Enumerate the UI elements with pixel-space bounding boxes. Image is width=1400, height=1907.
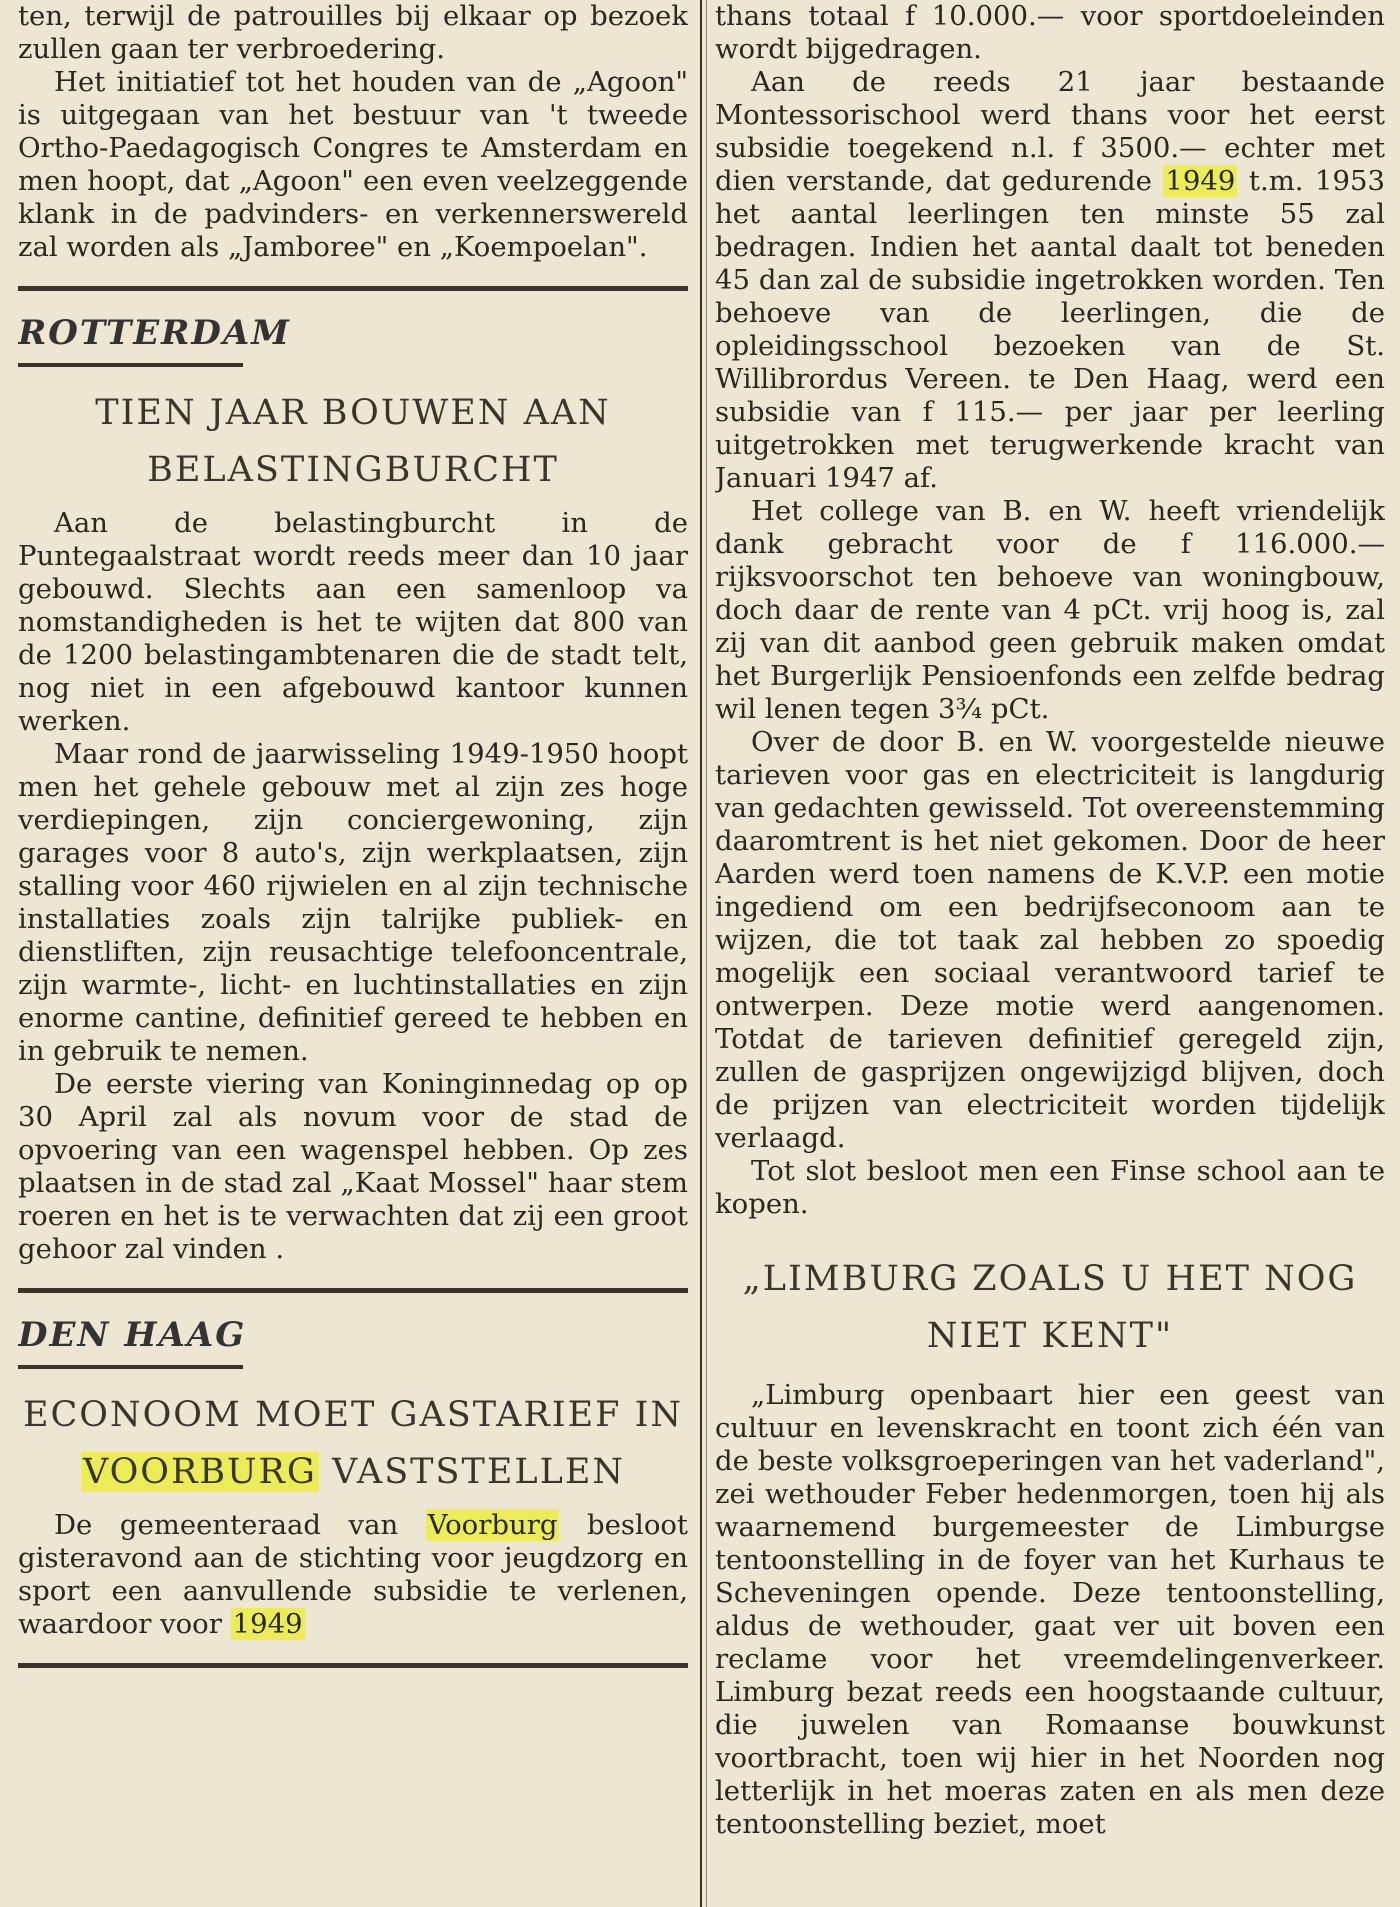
article1-paragraph-1: Aan de belastingburcht in de Puntegaalstraat wordt reeds meer dan 10 jaar gebouwd. Slechts aan een samenloop va nomstandigheden is het te wijten dat 800 van de 1200 belastingambtenaren die de stadt telt, nog niet in een afgebouwd kantoor kunnen werken.	[18, 507, 688, 737]
headline-gastarief	[18, 1387, 688, 1501]
section-rule	[18, 286, 688, 291]
intro-paragraph-2: Het initiatief tot het houden van de „Agoon" is uitgegaan van het bestuur van 't tweede Ortho-Paedagogisch Congres te Amsterdam en men hoopt, dat „Agoon" een even veelzeggende klank in de padvinders- en verkennerswereld zal worden als „Jamboree" en „Koempoelan".	[18, 66, 688, 263]
right-paragraph-1: thans totaal f 10.000.— voor sportdoeleinden wordt bijgedragen.	[715, 0, 1385, 65]
headline-text: ECONOOM MOET GASTARIEF IN	[22, 1395, 684, 1435]
column-divider	[700, 0, 702, 1907]
right-paragraph-2	[715, 66, 1385, 495]
article2-text: De gemeenteraad van	[54, 1509, 399, 1541]
headline-limburg: „LIMBURG ZOALS U HET NOG NIET KENT"	[742, 1259, 1358, 1356]
section-underline	[18, 1365, 243, 1369]
intro-paragraph-1: ten, terwijl de patrouilles bij elkaar op bezoek zullen gaan ter verbroedering.	[18, 0, 688, 65]
section-heading-rotterdam: ROTTERDAM	[18, 313, 291, 353]
highlighted-term: VOORBURG	[82, 1452, 317, 1492]
highlighted-term: Voorburg	[427, 1509, 558, 1541]
highlighted-term: 1949	[232, 1608, 303, 1640]
section-rule	[18, 1288, 688, 1293]
right-paragraph-3: Het college van B. en W. heeft vriendelijk dank gebracht voor de f 116.000.— rijksvoorschot ten behoeve van woningbouw, doch daar de rente van 4 pCt. vrij hoog is, zal zij van dit aanbod geen gebruik maken omdat het Burgerlijk Pensioenfonds een zelfde bedrag wil lenen tegen 3¾ pCt.	[715, 495, 1385, 725]
right-paragraph-5: Tot slot besloot men een Finse school aan te kopen.	[715, 1155, 1385, 1220]
section-underline	[18, 363, 243, 367]
paragraph-text: Aan de reeds 21 jaar bestaande Montessorischool werd thans voor het eerst subsidie toegekend n.l. f 3500.— echter met dien verstande, dat gedurende	[715, 66, 1385, 197]
article1-paragraph-3: De eerste viering van Koninginnedag op op 30 April zal als novum voor de stad de opvoering van een wagenspel hebben. Op zes plaatsen in de stad zal „Kaat Mossel" haar stem roeren en het is te verwachten dat zij een groot gehoor zal vinden .	[18, 1068, 688, 1265]
section-heading-den-haag: DEN HAAG	[18, 1315, 247, 1355]
article1-paragraph-2: Maar rond de jaarwisseling 1949-1950 hoopt men het gehele gebouw met al zijn zes hoge verdiepingen, zijn conciergewoning, zijn garages voor 8 auto's, zijn werkplaatsen, zijn stalling voor 460 rijwielen en al zijn technische installaties zoals zijn talrijke publiek- en dienstliften, zijn reusachtige telefooncentrale, zijn warmte-, licht- en luchtinstallaties en zijn enorme cantine, definitief gereed te hebben en in gebruik te nemen.	[18, 738, 688, 1067]
right-paragraph-6: „Limburg openbaart hier een geest van cultuur en levenskracht en toont zich één van de beste volksgroeperingen van het vaderland", zei wethouder Feber hedenmorgen, toen hij als waarnemend burgemeester de Limburgse tentoonstelling in de foyer van het Kurhaus te Scheveningen opende. Deze tentoonstelling, aldus de wethouder, gaat ver uit boven een reclame voor het vreemdelingenverkeer. Limburg bezat reeds een hoogstaande cultuur, die juwelen van Romaanse bouwkunst voortbracht, toen wij hier in het Noorden nog letterlijk in het moeras zaten en als men deze tentoonstelling beziet, moet	[715, 1379, 1385, 1840]
column-divider-thin	[706, 0, 707, 1907]
highlighted-term: 1949	[1165, 165, 1236, 197]
headline-text: VASTSTELLEN	[332, 1452, 626, 1492]
headline-belastingburcht: TIEN JAAR BOUWEN AAN BELASTINGBURCHT	[95, 393, 611, 490]
right-paragraph-4: Over de door B. en W. voorgestelde nieuwe tarieven voor gas en electriciteit is langdurig van gedachten gewisseld. Tot overeenstemming daaromtrent is het niet gekomen. Door de heer Aarden werd toen namens de K.V.P. een motie ingediend om een bedrijfseconoom aan te wijzen, die tot taak zal hebben zo spoedig mogelijk een sociaal verantwoord tarief te ontwerpen. Deze motie werd aangenomen. Totdat de tarieven definitief geregeld zijn, zullen de gasprijzen ongewijzigd blijven, doch de prijzen van electriciteit worden tijdelijk verlaagd.	[715, 726, 1385, 1154]
paragraph-text: t.m. 1953 het aantal leerlingen ten minste 55 zal bedragen. Indien het aantal daalt tot beneden 45 dan zal de subsidie ingetrokken worden. Ten behoeve van de leerlingen, die de opleidingsschool bezoeken van de St. Willibrordus Vereen. te Den Haag, werd een subsidie van f 115.— per jaar per leerling uitgetrokken met terugwerkende kracht van Januari 1947 af.	[715, 165, 1385, 494]
right-column	[715, 0, 1385, 1907]
article2-text: besloot gisteravond aan de stichting voor jeugdzorg en sport een aanvullende subsidie te verlenen, waardoor voor	[18, 1509, 688, 1640]
left-column	[18, 0, 688, 1907]
article2-paragraph	[18, 1509, 688, 1641]
section-rule	[18, 1663, 688, 1668]
